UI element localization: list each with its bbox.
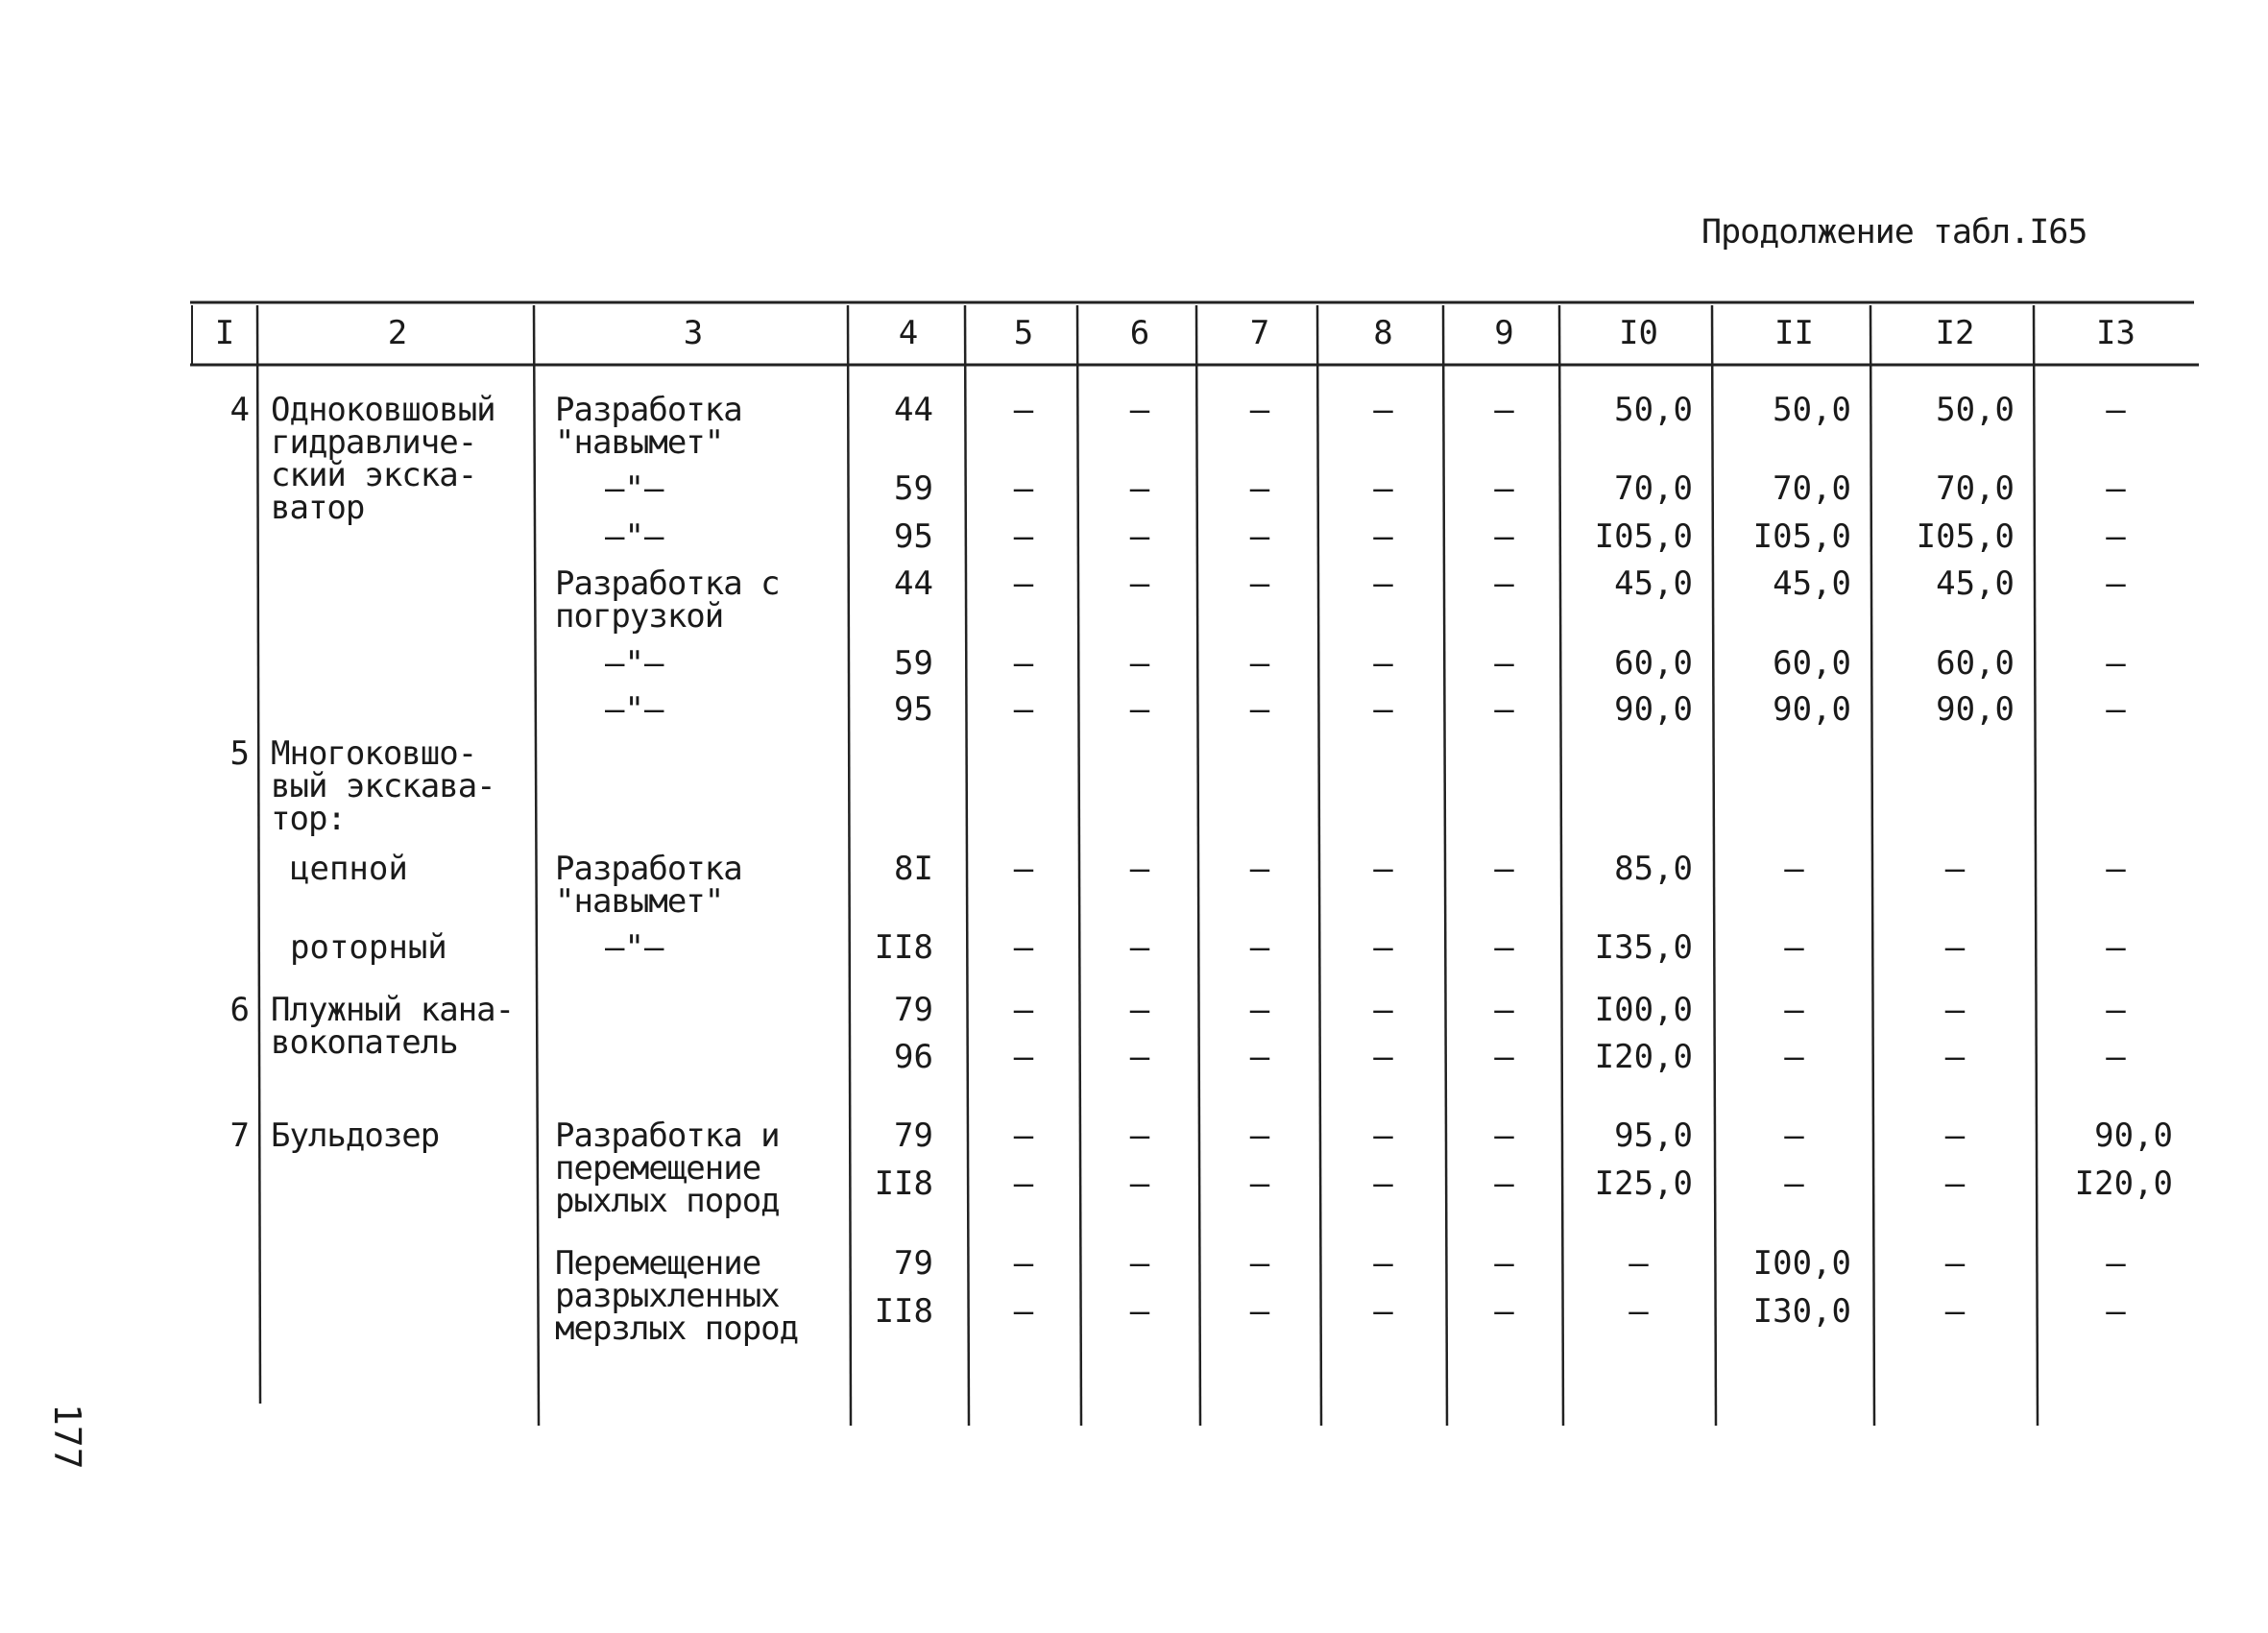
cell-dash: – [1013,564,1034,603]
machine-subtype: цепной [290,850,408,888]
cell-dash: – [1129,391,1150,429]
cell-c10: 45,0 [1614,564,1693,603]
cell-dash: – [1129,469,1150,508]
row-number: 4 [229,391,250,429]
cell-col4: 79 [894,1244,933,1283]
cell-dash: – [1013,1117,1034,1155]
cell-dash: – [1129,690,1150,729]
machine-name: Многоковшо- вый экскава- тор: [271,734,495,838]
cell-dash: – [1494,1292,1514,1331]
cell-dash: – [1013,1038,1034,1076]
cell-dash: – [1129,1165,1150,1203]
cell-dash: – [1373,391,1393,429]
column-header: 6 [1129,314,1150,352]
cell-dash: – [1373,469,1393,508]
cell-c13: – [2106,690,2126,729]
cell-dash: – [1249,991,1270,1029]
cell-c12: – [1944,1038,1966,1076]
cell-c10: I00,0 [1594,991,1693,1029]
cell-dash: – [1013,928,1034,967]
cell-dash: – [1494,1117,1514,1155]
cell-dash: – [1494,644,1514,683]
column-header: 8 [1373,314,1393,352]
cell-c13: – [2106,1038,2126,1076]
cell-c11: I05,0 [1752,517,1851,556]
cell-dash: – [1249,1165,1270,1203]
column-header: I [214,314,235,352]
work-type: –"– [605,928,664,967]
cell-dash: – [1129,991,1150,1029]
cell-dash: – [1494,991,1514,1029]
cell-dash: – [1013,1244,1034,1283]
column-header: 3 [683,314,704,352]
cell-dash: – [1494,928,1514,967]
cell-col4: 44 [894,391,933,429]
cell-c10: I05,0 [1594,517,1693,556]
cell-col4: 44 [894,564,933,603]
cell-dash: – [1494,690,1514,729]
cell-c11: I00,0 [1752,1244,1851,1283]
cell-c12: – [1944,1244,1966,1283]
cell-dash: – [1249,644,1270,683]
cell-col4: II8 [874,1165,933,1203]
work-type: Разработка "навымет" [555,391,742,462]
page-number: 177 [46,1404,88,1470]
cell-dash: – [1373,991,1393,1029]
cell-dash: – [1249,564,1270,603]
cell-col4: 95 [894,690,933,729]
cell-dash: – [1249,690,1270,729]
column-header: 2 [387,314,408,352]
cell-dash: – [1013,1292,1034,1331]
cell-dash: – [1494,391,1514,429]
cell-dash: – [1249,469,1270,508]
cell-c13: I20,0 [2074,1165,2173,1203]
work-type: –"– [605,690,664,729]
cell-dash: – [1129,928,1150,967]
cell-dash: – [1373,517,1393,556]
column-header: I3 [2096,314,2135,352]
cell-c13: – [2106,928,2126,967]
cell-dash: – [1013,644,1034,683]
cell-dash: – [1249,1292,1270,1331]
cell-c13: – [2106,644,2126,683]
cell-dash: – [1373,1117,1393,1155]
cell-c10: 70,0 [1614,469,1693,508]
cell-c12: – [1944,850,1966,888]
machine-name: Бульдозер [271,1117,440,1155]
cell-c12: 60,0 [1936,644,2015,683]
cell-dash: – [1249,1117,1270,1155]
cell-col4: 8I [894,850,933,888]
cell-c12: – [1944,1117,1966,1155]
cell-c11: 70,0 [1773,469,1851,508]
cell-c11: – [1784,850,1804,888]
cell-c12: 50,0 [1936,391,2015,429]
cell-dash: – [1129,564,1150,603]
cell-c10: 90,0 [1614,690,1693,729]
row-number: 7 [229,1117,250,1155]
cell-c13: – [2106,991,2126,1029]
cell-c11: – [1784,991,1804,1029]
cell-dash: – [1494,1038,1514,1076]
column-header: I0 [1619,314,1658,352]
machine-subtype: роторный [290,928,447,967]
cell-dash: – [1013,517,1034,556]
cell-c10: I35,0 [1594,928,1693,967]
cell-c11: 60,0 [1773,644,1851,683]
column-header: 5 [1013,314,1034,352]
cell-dash: – [1129,644,1150,683]
cell-dash: – [1373,1038,1393,1076]
cell-dash: – [1129,1292,1150,1331]
row-number: 5 [229,734,250,773]
cell-dash: – [1373,644,1393,683]
work-type: –"– [605,644,664,683]
cell-c11: – [1784,1165,1804,1203]
cell-dash: – [1373,1165,1393,1203]
cell-dash: – [1129,517,1150,556]
cell-dash: – [1013,469,1034,508]
cell-dash: – [1249,850,1270,888]
cell-dash: – [1249,928,1270,967]
cell-dash: – [1129,1117,1150,1155]
row-number: 6 [229,991,250,1029]
cell-c12: 70,0 [1936,469,2015,508]
cell-c11: – [1784,928,1804,967]
cell-col4: 95 [894,517,933,556]
cell-dash: – [1494,469,1514,508]
work-type: –"– [605,517,664,556]
cell-c12: – [1944,991,1966,1029]
cell-c11: 90,0 [1773,690,1851,729]
cell-col4: 79 [894,1117,933,1155]
cell-c10: 50,0 [1614,391,1693,429]
cell-c13: – [2106,391,2126,429]
work-type: Разработка с погрузкой [555,564,780,636]
cell-dash: – [1013,690,1034,729]
cell-c13: – [2106,850,2126,888]
cell-c10: 85,0 [1614,850,1693,888]
cell-c13: – [2106,1292,2126,1331]
cell-c12: – [1944,1165,1966,1203]
cell-dash: – [1249,1038,1270,1076]
machine-name: Одноковшовый гидравличе- ский экска- ватор [271,391,495,527]
cell-dash: – [1013,991,1034,1029]
cell-col4: 96 [894,1038,933,1076]
cell-c11: – [1784,1117,1804,1155]
column-header: II [1774,314,1814,352]
cell-col4: 59 [894,644,933,683]
cell-dash: – [1373,1292,1393,1331]
cell-dash: – [1494,564,1514,603]
cell-c12: I05,0 [1916,517,2015,556]
cell-c10: – [1629,1244,1649,1283]
work-type: –"– [605,469,664,508]
cell-c13: – [2106,564,2126,603]
cell-dash: – [1129,850,1150,888]
cell-c11: 50,0 [1773,391,1851,429]
cell-dash: – [1494,1165,1514,1203]
cell-col4: 79 [894,991,933,1029]
cell-dash: – [1494,1244,1514,1283]
cell-dash: – [1373,1244,1393,1283]
cell-c13: – [2106,517,2126,556]
column-header: 4 [898,314,919,352]
cell-col4: II8 [874,928,933,967]
machine-name: Плужный кана- вокопатель [271,991,515,1062]
column-header: 9 [1494,314,1514,352]
cell-dash: – [1249,517,1270,556]
cell-dash: – [1013,850,1034,888]
cell-dash: – [1249,1244,1270,1283]
work-type: Перемещение разрыхленных мерзлых пород [555,1244,799,1348]
cell-dash: – [1129,1038,1150,1076]
cell-c11: – [1784,1038,1804,1076]
cell-dash: – [1373,928,1393,967]
cell-c10: I25,0 [1594,1165,1693,1203]
cell-dash: – [1494,517,1514,556]
work-type: Разработка "навымет" [555,850,742,921]
cell-c13: – [2106,469,2126,508]
cell-dash: – [1013,1165,1034,1203]
cell-c12: – [1944,1292,1966,1331]
cell-c12: 45,0 [1936,564,2015,603]
cell-c13: – [2106,1244,2126,1283]
cell-dash: – [1249,391,1270,429]
cell-dash: – [1494,850,1514,888]
column-header: I2 [1935,314,1975,352]
cell-c11: I30,0 [1752,1292,1851,1331]
cell-c10: I20,0 [1594,1038,1693,1076]
cell-dash: – [1129,1244,1150,1283]
cell-c10: 95,0 [1614,1117,1693,1155]
cell-c10: – [1629,1292,1649,1331]
table-caption: Продолжение табл.I65 [1701,213,2087,252]
cell-c11: 45,0 [1773,564,1851,603]
cell-col4: 59 [894,469,933,508]
cell-dash: – [1373,850,1393,888]
cell-c10: 60,0 [1614,644,1693,683]
cell-dash: – [1373,690,1393,729]
cell-c12: 90,0 [1936,690,2015,729]
cell-col4: II8 [874,1292,933,1331]
cell-c13: 90,0 [2094,1117,2173,1155]
cell-dash: – [1373,564,1393,603]
work-type: Разработка и перемещение рыхлых пород [555,1117,780,1220]
cell-c12: – [1944,928,1966,967]
cell-dash: – [1013,391,1034,429]
column-header: 7 [1249,314,1270,352]
